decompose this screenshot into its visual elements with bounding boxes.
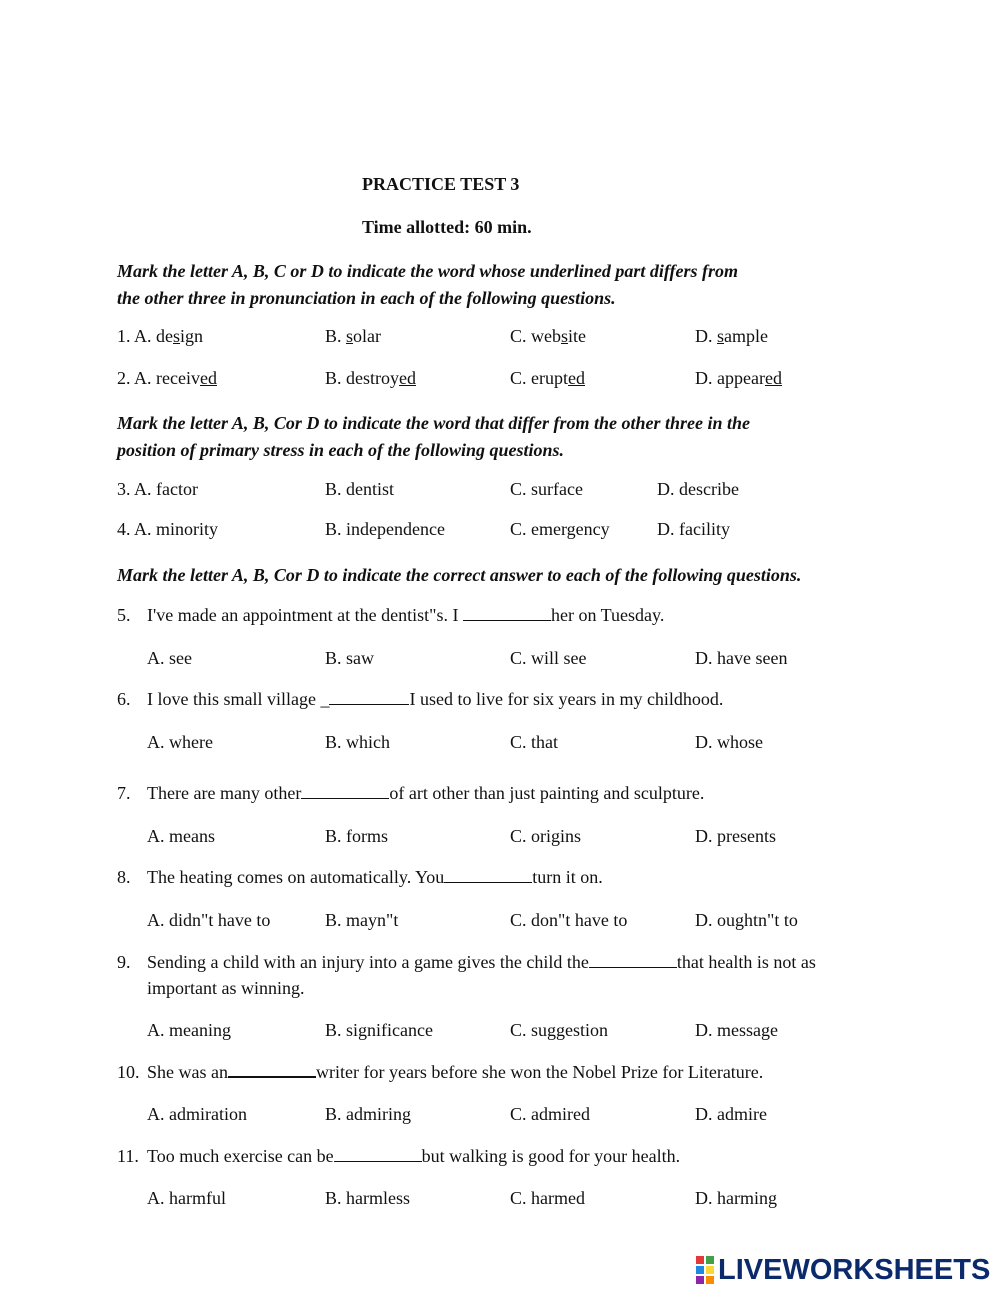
q7-option-a[interactable]: A. means: [147, 826, 215, 846]
question-number: 6.: [117, 689, 131, 709]
q2-option-b[interactable]: B. destroyed: [325, 368, 416, 388]
q2-option-c[interactable]: C. erupted: [510, 368, 585, 388]
question-8-options: [0, 910, 1000, 934]
question-1: [0, 326, 1000, 350]
q11-option-d[interactable]: D. harming: [695, 1188, 777, 1208]
q9-option-b[interactable]: B. significance: [325, 1020, 433, 1040]
q4-option-b[interactable]: B. independence: [325, 519, 445, 539]
q11-option-a[interactable]: A. harmful: [147, 1188, 226, 1208]
answer-blank[interactable]: [463, 604, 551, 621]
question-10-options: [0, 1104, 1000, 1128]
q4-option-c[interactable]: C. emergency: [510, 519, 610, 539]
section3-instruction: Mark the letter A, B, Cor D to indicate the correct answer to each of the following questions.: [117, 565, 802, 585]
question-number: 9.: [117, 952, 131, 972]
q10-option-a[interactable]: A. admiration: [147, 1104, 247, 1124]
q3-option-c[interactable]: C. surface: [510, 479, 583, 499]
q11-option-c[interactable]: C. harmed: [510, 1188, 585, 1208]
q8-option-b[interactable]: B. mayn"t: [325, 910, 399, 930]
q8-option-d[interactable]: D. oughtn"t to: [695, 910, 798, 930]
answer-blank[interactable]: [444, 866, 532, 883]
q7-option-d[interactable]: D. presents: [695, 826, 776, 846]
logo-text: LIVEWORKSHEETS: [718, 1253, 991, 1286]
answer-blank[interactable]: [334, 1145, 422, 1162]
question-7-text: There are many other of art other than just painting and sculpture.: [147, 783, 705, 803]
q3-option-d[interactable]: D. describe: [657, 479, 739, 499]
answer-blank[interactable]: [228, 1060, 316, 1078]
q9-option-a[interactable]: A. meaning: [147, 1020, 231, 1040]
q2-option-d[interactable]: D. appeared: [695, 368, 782, 388]
question-5-text: I've made an appointment at the dentist"s. I her on Tuesday.: [147, 605, 665, 625]
answer-blank[interactable]: [589, 951, 677, 968]
question-4: [0, 519, 1000, 543]
question-7-options: [0, 826, 1000, 850]
section2-instruction: Mark the letter A, B, Cor D to indicate the word that differ from the other three in the position of primary stress in each of the following questions.: [117, 413, 751, 460]
question-9-options: [0, 1020, 1000, 1044]
q4-option-a[interactable]: 4. A. minority: [117, 519, 219, 539]
question-2: [0, 368, 1000, 392]
question-8-text: The heating comes on automatically. You turn it on.: [147, 867, 603, 887]
q4-option-d[interactable]: D. facility: [657, 519, 730, 539]
q5-option-d[interactable]: D. have seen: [695, 648, 788, 668]
q5-option-a[interactable]: A. see: [147, 648, 192, 668]
question-number: 5.: [117, 605, 131, 625]
q1-option-a[interactable]: 1. A. design: [117, 326, 204, 346]
question-number: 7.: [117, 783, 131, 803]
liveworksheets-logo[interactable]: [696, 1255, 990, 1285]
question-number: 10.: [117, 1062, 140, 1082]
q6-option-c[interactable]: C. that: [510, 732, 558, 752]
q3-option-a[interactable]: 3. A. factor: [117, 479, 198, 499]
q1-option-d[interactable]: D. sample: [695, 326, 768, 346]
q8-option-c[interactable]: C. don"t have to: [510, 910, 628, 930]
answer-blank[interactable]: [329, 688, 409, 705]
answer-blank[interactable]: [301, 782, 389, 799]
question-number: 11.: [117, 1146, 139, 1166]
time-allotted: Time allotted: 60 min.: [362, 217, 532, 237]
q6-option-a[interactable]: A. where: [147, 732, 213, 752]
q10-option-d[interactable]: D. admire: [695, 1104, 767, 1124]
q9-option-d[interactable]: D. message: [695, 1020, 778, 1040]
logo-block: [706, 1256, 714, 1264]
question-3: [0, 479, 1000, 503]
logo-block: [696, 1266, 704, 1274]
question-5-options: [0, 648, 1000, 672]
question-11-options: [0, 1188, 1000, 1212]
question-11-text: Too much exercise can be but walking is good for your health.: [147, 1146, 681, 1166]
question-6-options: [0, 732, 1000, 756]
q10-option-b[interactable]: B. admiring: [325, 1104, 411, 1124]
q10-option-c[interactable]: C. admired: [510, 1104, 590, 1124]
logo-block: [706, 1276, 714, 1284]
q1-option-c[interactable]: C. website: [510, 326, 587, 346]
page-title: PRACTICE TEST 3: [362, 174, 520, 194]
q6-option-d[interactable]: D. whose: [695, 732, 763, 752]
q9-option-c[interactable]: C. suggestion: [510, 1020, 609, 1040]
logo-block: [696, 1256, 704, 1264]
q6-option-b[interactable]: B. which: [325, 732, 390, 752]
section1-instruction: Mark the letter A, B, C or D to indicate the word whose underlined part differs from the other three in pronunciation in each of the following questions.: [117, 261, 739, 308]
q7-option-b[interactable]: B. forms: [325, 826, 388, 846]
logo-block: [706, 1266, 714, 1274]
logo-blocks-icon: [696, 1256, 714, 1284]
q1-option-b[interactable]: B. solar: [325, 326, 382, 346]
q3-option-b[interactable]: B. dentist: [325, 479, 395, 499]
question-6-text: I love this small village _ I used to live for six years in my childhood.: [147, 689, 724, 709]
q8-option-a[interactable]: A. didn"t have to: [147, 910, 271, 930]
question-9-text: Sending a child with an injury into a game gives the child the that health is not as important as winning.: [147, 952, 816, 998]
q2-option-a[interactable]: 2. A. received: [117, 368, 217, 388]
logo-block: [696, 1276, 704, 1284]
question-number: 8.: [117, 867, 131, 887]
question-10-text: She was an writer for years before she won the Nobel Prize for Literature.: [147, 1062, 764, 1082]
q11-option-b[interactable]: B. harmless: [325, 1188, 410, 1208]
q5-option-c[interactable]: C. will see: [510, 648, 587, 668]
q5-option-b[interactable]: B. saw: [325, 648, 374, 668]
q7-option-c[interactable]: C. origins: [510, 826, 582, 846]
